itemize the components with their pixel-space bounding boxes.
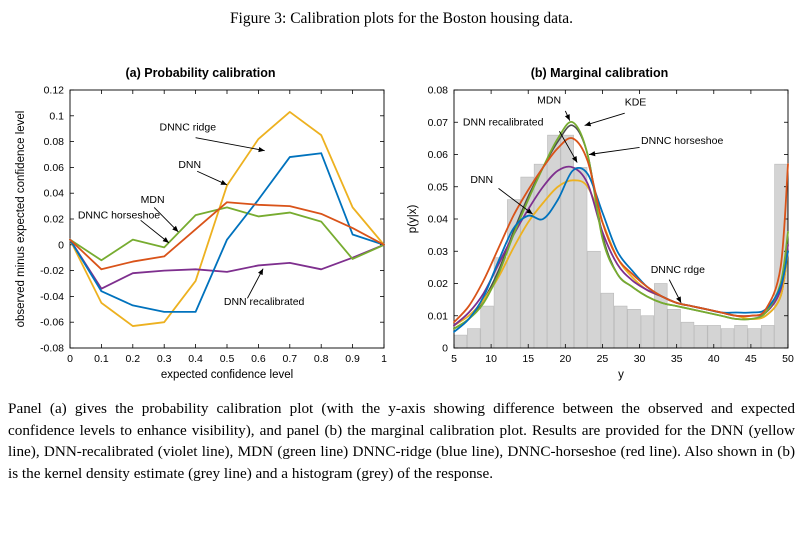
panel-b-ytick: 0.03 <box>427 245 448 258</box>
panel-b-annotation-arrow <box>589 147 639 154</box>
panel-a-xtick: 0.6 <box>251 353 266 365</box>
panel-b-histogram-bar <box>481 306 494 348</box>
panel-b-annotation-dnn: DNN <box>470 173 494 186</box>
panel-b-title: (b) Marginal calibration <box>530 66 669 80</box>
panel-b-ytick: 0.01 <box>427 310 448 323</box>
panel-a-annotation-dnnc-horseshoe: DNNC horseshoe <box>77 209 161 222</box>
figure-title: Figure 3: Calibration plots for the Boston housing data. <box>229 10 574 27</box>
panel-b-histogram-bar <box>721 329 734 348</box>
panel-a-xtick: 0.2 <box>125 353 141 365</box>
panel-b-xtick: 35 <box>670 353 683 365</box>
panel-a-ytick: -0.06 <box>40 316 64 329</box>
panel-b-ylabel: p(y|x) <box>407 204 419 234</box>
panel-a-ytick: 0.02 <box>43 213 64 226</box>
panel-a-xtick: 0.5 <box>219 353 235 365</box>
panel-b-ytick: 0.02 <box>427 278 448 290</box>
panel-a-annotation-dnnc-ridge: DNNC ridge <box>159 121 217 134</box>
figure-caption: Panel (a) gives the probability calibration plot (with the y-axis showing difference between the observed and expected confidence levels to enhance visibility), and panel (b) the marginal calibration plot. Results are provided for the DNN (yellow line), DNN-recalibrated (violet line), MDN (green line) DNNC-ridge (blue line), DNNC-horseshoe (red line). Also shown in (b) is the kernel density estimate (grey line) and a histogram (grey) of the response. <box>8 400 795 482</box>
panel-a-xlabel: expected confidence level <box>160 369 294 381</box>
panel-b-xtick: 25 <box>596 353 609 365</box>
panel-b-histogram-bar <box>668 309 681 348</box>
panel-a-xtick: 0.1 <box>94 353 109 365</box>
panel-a-title: (a) Probability calibration <box>125 66 276 80</box>
panel-a-ytick: 0.1 <box>49 110 64 123</box>
panel-b-histogram-bar <box>628 309 641 348</box>
panel-b-xtick: 40 <box>707 353 720 365</box>
panel-a-ytick: 0.04 <box>43 187 64 200</box>
panel-b-ytick: 0.07 <box>427 116 448 129</box>
panel-b-xtick: 15 <box>522 353 535 365</box>
panel-b-ytick: 0.08 <box>427 84 448 97</box>
panel-a-ytick: 0.12 <box>43 84 64 97</box>
panel-b-annotation-mdn: MDN <box>537 94 562 107</box>
panel-b-xtick: 20 <box>559 353 572 365</box>
panel-a-annotation-mdn: MDN <box>140 193 165 206</box>
panel-a-ytick: 0.08 <box>43 136 64 149</box>
panel-a-ytick: 0 <box>58 239 64 252</box>
panel-a-xtick: 0.3 <box>156 353 172 365</box>
panel-a-ytick: -0.08 <box>40 342 64 355</box>
panel-b-annotation-dnnc-ridge: DNNC rdge <box>650 264 705 277</box>
panel-a-probability-calibration <box>8 58 393 388</box>
panel-a-ytick: -0.04 <box>40 290 64 303</box>
panel-b-xtick: 10 <box>485 353 497 365</box>
panel-b-annotation-arrow <box>585 113 625 125</box>
panel-b-plot <box>402 58 797 388</box>
panel-b-ytick: 0 <box>442 342 448 355</box>
panel-b-histogram-bar <box>735 325 748 348</box>
panel-b-annotation-dnn-recalibrated: DNN recalibrated <box>462 116 544 129</box>
panel-b-histogram-bar <box>614 306 627 348</box>
panel-a-xtick: 0.9 <box>345 353 360 365</box>
panel-a-ylabel: observed minus expected confidence level <box>15 110 27 328</box>
panel-b-marginal-calibration <box>402 58 797 388</box>
panel-a-annotation-dnn-recalibrated: DNN recalibrated <box>223 295 305 308</box>
panel-b-histogram-bar <box>588 251 601 348</box>
panel-b-histogram-bar <box>548 135 561 348</box>
panel-b-xtick: 45 <box>745 353 757 365</box>
panel-b-xlabel: y <box>618 369 624 381</box>
panel-a-ytick: -0.02 <box>40 265 64 278</box>
panel-b-ytick: 0.04 <box>427 213 448 226</box>
panel-a-xtick: 0.4 <box>188 353 203 365</box>
panel-a-series-dnnc-ridge <box>70 153 384 312</box>
panel-b-histogram-bar <box>708 325 721 348</box>
panel-b-ytick: 0.06 <box>427 149 448 161</box>
panel-b-xtick: 5 <box>451 353 457 365</box>
panel-b-histogram-bar <box>574 167 587 348</box>
panel-a-plot <box>8 58 393 388</box>
panel-b-histogram-bar <box>454 335 467 348</box>
panel-a-series-dnn-recalibrated <box>70 240 384 289</box>
panel-b-histogram-bar <box>467 329 480 348</box>
panel-b-histogram-bar <box>641 316 654 348</box>
panel-b-ytick: 0.05 <box>427 181 448 194</box>
panel-b-histogram-bar <box>761 325 774 348</box>
panel-b-annotation-kde: KDE <box>624 96 647 109</box>
panel-a-xtick: 0 <box>67 353 73 365</box>
panel-a-ytick: 0.06 <box>43 161 64 174</box>
panel-b-xtick: 50 <box>782 353 794 365</box>
panel-b-histogram-bar <box>681 322 694 348</box>
panel-b-histogram-bar <box>601 293 614 348</box>
panel-a-xtick: 0.7 <box>282 353 298 365</box>
panel-a-xtick: 0.8 <box>313 353 329 365</box>
panel-b-histogram-bar <box>694 325 707 348</box>
figure-panels <box>0 58 803 388</box>
panel-b-annotation-dnnc-horseshoe: DNNC horseshoe <box>641 134 724 147</box>
panel-b-xtick: 30 <box>633 353 646 365</box>
panel-a-xtick: 1 <box>381 353 387 365</box>
panel-b-histogram-bar <box>748 329 761 348</box>
panel-a-annotation-dnn: DNN <box>178 159 202 172</box>
